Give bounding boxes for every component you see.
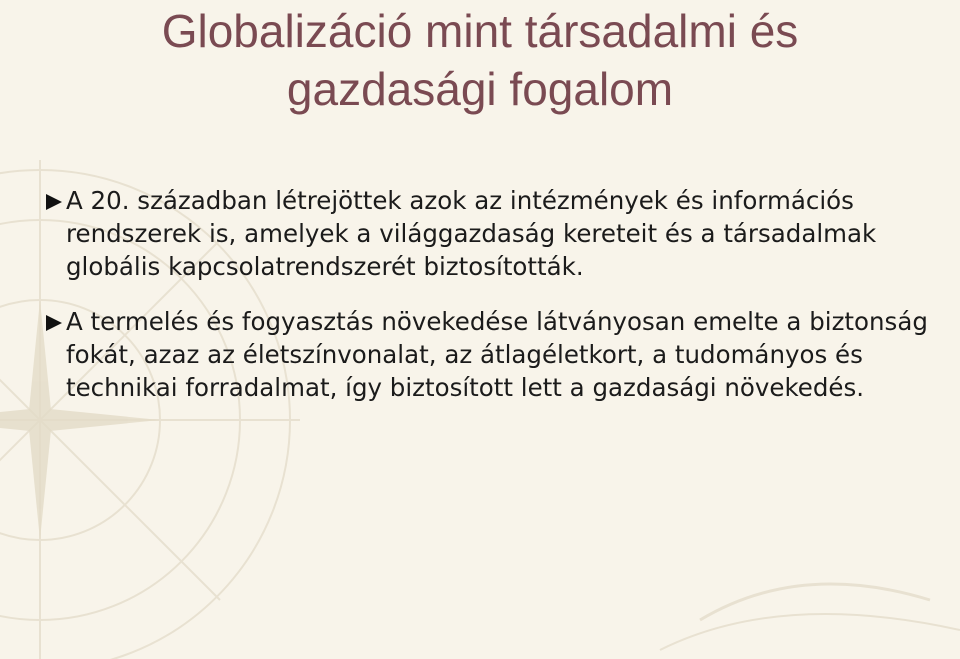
- bullet-text-1: A 20. században létrejöttek azok az intézmények és információs rendszerek is, amelyek a világgazdaság kereteit és a társadalmak globális kapcsolatrendszerét biztosították.: [66, 186, 877, 281]
- bullet-list: [46, 184, 936, 404]
- triangle-bullet-icon: [46, 194, 62, 210]
- bullet-item-1: [46, 184, 936, 283]
- slide-title-line-1: Globalizáció mint társadalmi és: [161, 5, 799, 57]
- triangle-bullet-icon: [46, 315, 62, 331]
- bullet-item-2: [46, 305, 936, 404]
- bullet-text-2: A termelés és fogyasztás növekedése látványosan emelte a biztonság fokát, azaz az életszínvonalat, az átlagéletkort, a tudományos és technikai forradalmat, így biztosított lett a gazdasági növekedés.: [66, 307, 928, 402]
- slide-title: [0, 2, 960, 118]
- slide-title-line-2: gazdasági fogalom: [286, 63, 674, 115]
